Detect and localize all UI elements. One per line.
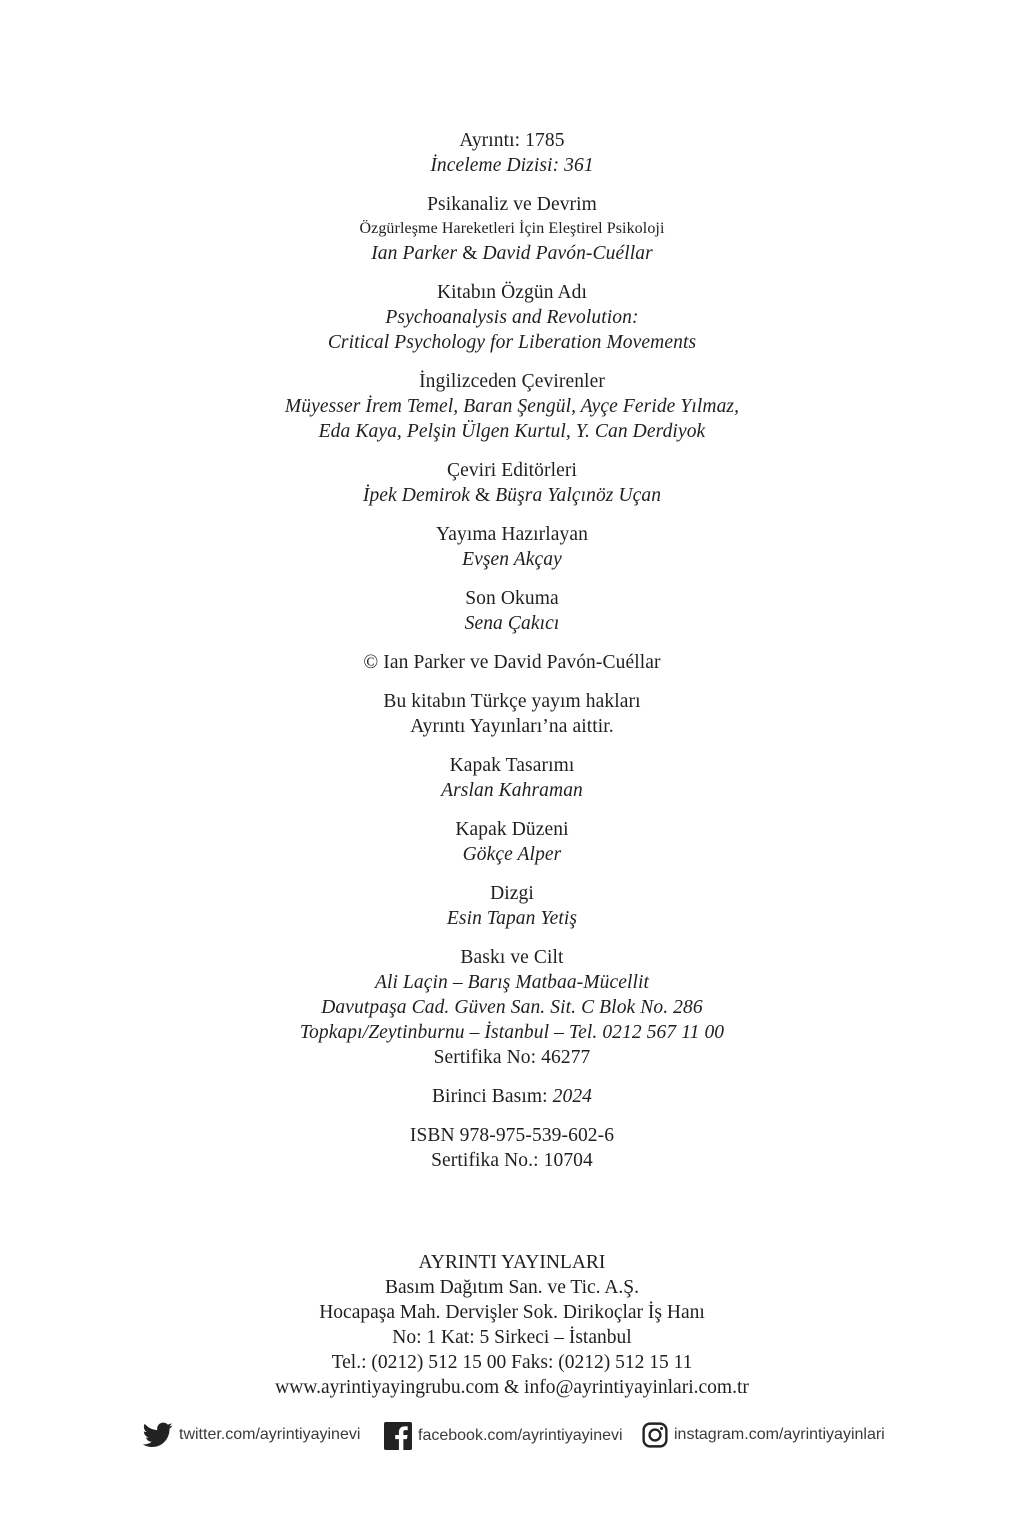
original-title-line-1: Psychoanalysis and Revolution: (385, 307, 639, 328)
rights-line-2: Ayrıntı Yayınları’na aittir. (410, 716, 614, 737)
facebook-icon (384, 1422, 412, 1450)
cover-design-name: Arslan Kahraman (441, 780, 583, 801)
publisher-address-1: Hocapaşa Mah. Dervişler Sok. Dirikoçlar İş Hanı (319, 1302, 705, 1323)
editor-ampersand: & (474, 485, 491, 506)
book-subtitle: Özgürleşme Hareketleri İçin Eleştirel Psikoloji (359, 220, 665, 237)
publisher-web: www.ayrintiyayingrubu.com & info@ayrintiyayinlari.com.tr (275, 1377, 749, 1398)
proofreading-block (0, 586, 1024, 636)
copyright-block (0, 650, 1024, 675)
cover-design-label: Kapak Tasarımı (449, 755, 575, 776)
editor-1: İpek Demirok (362, 485, 470, 506)
printing-block (0, 945, 1024, 1070)
translators-line-2: Eda Kaya, Pelşin Ülgen Kurtul, Y. Can Derdiyok (318, 421, 706, 442)
author-1: Ian Parker (371, 243, 458, 264)
series-number: Ayrıntı: 1785 (459, 130, 565, 151)
original-title-line-2: Critical Psychology for Liberation Movements (327, 332, 697, 353)
twitter-icon (143, 1422, 173, 1448)
printing-label: Baskı ve Cilt (460, 947, 564, 968)
imprint-page (0, 128, 1024, 1187)
editor-2: Büşra Yalçınöz Uçan (495, 485, 662, 506)
isbn-certificate: Sertifika No.: 10704 (431, 1150, 593, 1171)
translators-label: İngilizceden Çevirenler (419, 371, 605, 392)
publisher-company: Basım Dağıtım San. ve Tic. A.Ş. (384, 1277, 640, 1298)
instagram-handle: instagram.com/ayrintiyayinlari (674, 1426, 885, 1443)
original-title-block (0, 280, 1024, 355)
cover-design-block (0, 753, 1024, 803)
isbn-line: ISBN 978-975-539-602-6 (409, 1125, 615, 1146)
cover-layout-name: Gökçe Alper (462, 844, 562, 865)
author-ampersand: & (462, 243, 478, 264)
printing-line-1: Ali Laçin – Barış Matbaa-Mücellit (374, 972, 650, 993)
series-name: İnceleme Dizisi: 361 (430, 155, 594, 176)
cover-layout-label: Kapak Düzeni (455, 819, 569, 840)
publisher-address-2: No: 1 Kat: 5 Sirkeci – İstanbul (392, 1327, 632, 1348)
printing-line-2: Davutpaşa Cad. Güven San. Sit. C Blok No. 286 (321, 997, 703, 1018)
printing-line-3: Topkapı/Zeytinburnu – İstanbul – Tel. 0212 567 11 00 (299, 1022, 725, 1043)
editors-label: Çeviri Editörleri (446, 460, 578, 481)
rights-line-1: Bu kitabın Türkçe yayım hakları (383, 691, 641, 712)
twitter-link[interactable] (143, 1422, 360, 1448)
edition-year: 2024 (552, 1086, 593, 1107)
book-authors (0, 241, 1024, 266)
social-links (0, 1418, 1024, 1458)
edition-label: Birinci Basım: (431, 1086, 548, 1107)
publisher-name: AYRINTI YAYINLARI (418, 1252, 606, 1273)
series-block (0, 128, 1024, 178)
editors-names (0, 483, 1024, 508)
rights-block (0, 689, 1024, 739)
cover-layout-block (0, 817, 1024, 867)
prepared-block (0, 522, 1024, 572)
typesetting-name: Esin Tapan Yetiş (446, 908, 578, 929)
prepared-name: Evşen Akçay (462, 549, 562, 570)
translators-line-1: Müyesser İrem Temel, Baran Şengül, Ayçe Feride Yılmaz, (284, 396, 740, 417)
author-2: David Pavón-Cuéllar (482, 243, 653, 264)
book-title: Psikanaliz ve Devrim (427, 194, 597, 215)
isbn-block (0, 1123, 1024, 1173)
facebook-handle: facebook.com/ayrintiyayinevi (418, 1427, 623, 1444)
proofreading-label: Son Okuma (465, 588, 559, 609)
printing-certificate: Sertifika No: 46277 (433, 1047, 591, 1068)
typesetting-label: Dizgi (490, 883, 534, 904)
instagram-icon (642, 1422, 668, 1448)
copyright-line: © Ian Parker ve David Pavón-Cuéllar (363, 652, 661, 673)
translators-block (0, 369, 1024, 444)
prepared-label: Yayıma Hazırlayan (436, 524, 588, 545)
proofreading-name: Sena Çakıcı (464, 613, 560, 634)
publisher-phone: Tel.: (0212) 512 15 00 Faks: (0212) 512 15 11 (331, 1352, 693, 1373)
publisher-block (0, 1250, 1024, 1400)
editors-block (0, 458, 1024, 508)
typesetting-block (0, 881, 1024, 931)
edition-block (0, 1084, 1024, 1109)
original-title-label: Kitabın Özgün Adı (436, 282, 588, 303)
edition-line (0, 1084, 1024, 1109)
twitter-handle: twitter.com/ayrintiyayinevi (179, 1426, 361, 1443)
instagram-link[interactable] (642, 1422, 885, 1448)
book-block (0, 192, 1024, 266)
facebook-link[interactable] (384, 1422, 623, 1450)
